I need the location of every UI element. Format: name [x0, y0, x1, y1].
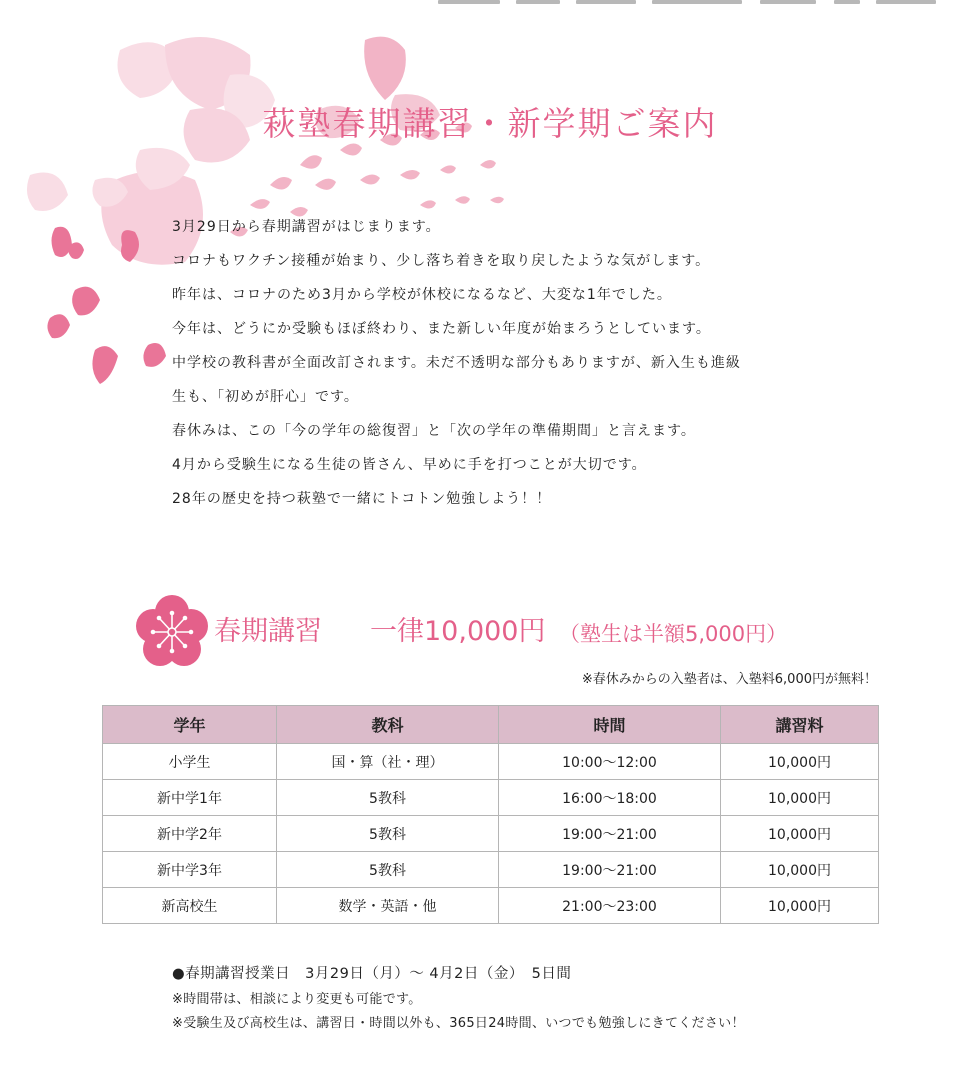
intro-line: コロナもワクチン接種が始まり、少し落ち着きを取り戻したような気がします。	[172, 253, 711, 269]
column-header-fee: 講習料	[721, 706, 879, 744]
class-dates: ●春期講習授業日 3月29日（月）〜 4月2日（金） 5日間	[172, 966, 572, 982]
cell-subject: 5教科	[277, 780, 499, 816]
cell-fee: 10,000円	[721, 780, 879, 816]
study-anytime-note: ※受験生及び高校生は、講習日・時間以外も、365日24時間、いつでも勉強しにきてください！	[172, 1016, 745, 1031]
intro-line: 28年の歴史を持つ萩塾で一緒にトコトン勉強しよう！！	[172, 491, 552, 507]
cell-fee: 10,000円	[721, 744, 879, 780]
intro-line: 今年は、どうにか受験もほぼ終わり、また新しい年度が始まろうとしています。	[172, 321, 711, 337]
column-header-subject: 教科	[277, 706, 499, 744]
cell-grade: 小学生	[103, 744, 277, 780]
intro-text	[172, 210, 832, 516]
table-row	[103, 780, 879, 816]
cell-time: 21:00〜23:00	[499, 888, 721, 924]
intro-line: 生も、「初めが肝心」です。	[172, 389, 359, 405]
cell-subject: 5教科	[277, 852, 499, 888]
cell-grade: 新中学3年	[103, 852, 277, 888]
cell-time: 19:00〜21:00	[499, 852, 721, 888]
spring-course-heading	[132, 592, 892, 672]
cell-fee: 10,000円	[721, 852, 879, 888]
cell-time: 16:00〜18:00	[499, 780, 721, 816]
table-row	[103, 816, 879, 852]
footnotes	[172, 960, 872, 1036]
cell-time: 10:00〜12:00	[499, 744, 721, 780]
intro-line: 中学校の教科書が全面改訂されます。未だ不透明な部分もありますが、新入生も進級	[172, 355, 741, 371]
cell-grade: 新中学2年	[103, 816, 277, 852]
cell-grade: 新中学1年	[103, 780, 277, 816]
intro-line: 4月から受験生になる生徒の皆さん、早めに手を打つことが大切です。	[172, 457, 647, 473]
cell-subject: 数学・英語・他	[277, 888, 499, 924]
course-fee-table	[102, 705, 879, 924]
intro-line: 3月29日から春期講習がはじまります。	[172, 219, 441, 235]
table-header-row	[103, 706, 879, 744]
cell-subject: 国・算（社・理）	[277, 744, 499, 780]
cell-fee: 10,000円	[721, 816, 879, 852]
table-row	[103, 888, 879, 924]
intro-line: 春休みは、この「今の学年の総復習」と「次の学年の準備期間」と言えます。	[172, 423, 696, 439]
plum-blossom-icon	[132, 592, 212, 672]
section-title: 春期講習	[214, 616, 322, 647]
column-header-grade: 学年	[103, 706, 277, 744]
cell-subject: 5教科	[277, 816, 499, 852]
column-header-time: 時間	[499, 706, 721, 744]
table-row	[103, 744, 879, 780]
section-price: 一律10,000円	[370, 616, 546, 647]
intro-line: 昨年は、コロナのため3月から学校が休校になるなど、大変な1年でした。	[172, 287, 672, 303]
cell-time: 19:00〜21:00	[499, 816, 721, 852]
cell-grade: 新高校生	[103, 888, 277, 924]
member-discount: （塾生は半額5,000円）	[559, 622, 788, 646]
page-title: 萩塾春期講習・新学期ご案内	[262, 104, 718, 143]
enrollment-notice: ※春休みからの入塾者は、入塾料6,000円が無料！	[581, 672, 877, 687]
table-row	[103, 852, 879, 888]
time-change-note: ※時間帯は、相談により変更も可能です。	[172, 992, 422, 1007]
cell-fee: 10,000円	[721, 888, 879, 924]
